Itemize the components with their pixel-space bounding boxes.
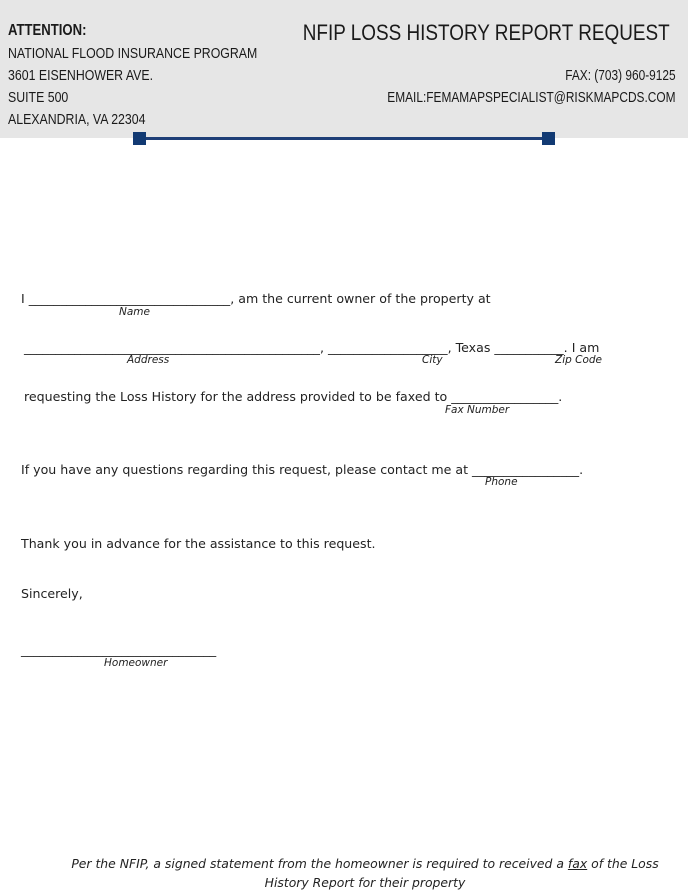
address-line-2: 3601 EISENHOWER AVE. [8, 68, 153, 84]
footer-note [60, 854, 670, 892]
footer-text-after: of the Loss History Report for their property [264, 856, 659, 890]
footer-fax-underlined: fax [567, 856, 588, 871]
address-line-4: ALEXANDRIA, VA 22304 [8, 112, 146, 128]
divider-square-left [133, 132, 146, 145]
address-line-3: SUITE 500 [8, 90, 69, 106]
owner-statement-line: I ________________________________, am the current owner of the property at [21, 291, 491, 306]
thank-you-line: Thank you in advance for the assistance to this request. [21, 536, 376, 551]
address-line-1: NATIONAL FLOOD INSURANCE PROGRAM [8, 46, 258, 62]
name-label: Name [119, 306, 150, 318]
city-label: City [422, 354, 443, 366]
fax-number: FAX: (703) 960-9125 [565, 68, 676, 84]
attention-heading: ATTENTION: [8, 22, 87, 39]
fax-request-line: requesting the Loss History for the address provided to be faxed to _________________. [24, 389, 563, 404]
zip-code-label: Zip Code [555, 354, 602, 366]
contact-line: If you have any questions regarding this request, please contact me at _________________. [21, 462, 584, 477]
divider-square-right [542, 132, 555, 145]
page-title: NFIP LOSS HISTORY REPORT REQUEST [303, 20, 670, 45]
phone-label: Phone [485, 476, 518, 488]
fax-number-label: Fax Number [445, 404, 510, 416]
closing-line: Sincerely, [21, 586, 83, 601]
property-address-line: _______________________________________________, ___________________, Texas ___________. I am [24, 340, 600, 355]
address-label: Address [127, 354, 170, 366]
email-address: EMAIL:FEMAMAPSPECIALIST@RISKMAPCDS.COM [387, 90, 676, 106]
homeowner-label: Homeowner [104, 657, 168, 669]
divider-bar [140, 137, 550, 140]
signature-line: _______________________________ [21, 642, 217, 657]
footer-text-before: Per the NFIP, a signed statement from the homeowner is required to received a [71, 856, 568, 871]
